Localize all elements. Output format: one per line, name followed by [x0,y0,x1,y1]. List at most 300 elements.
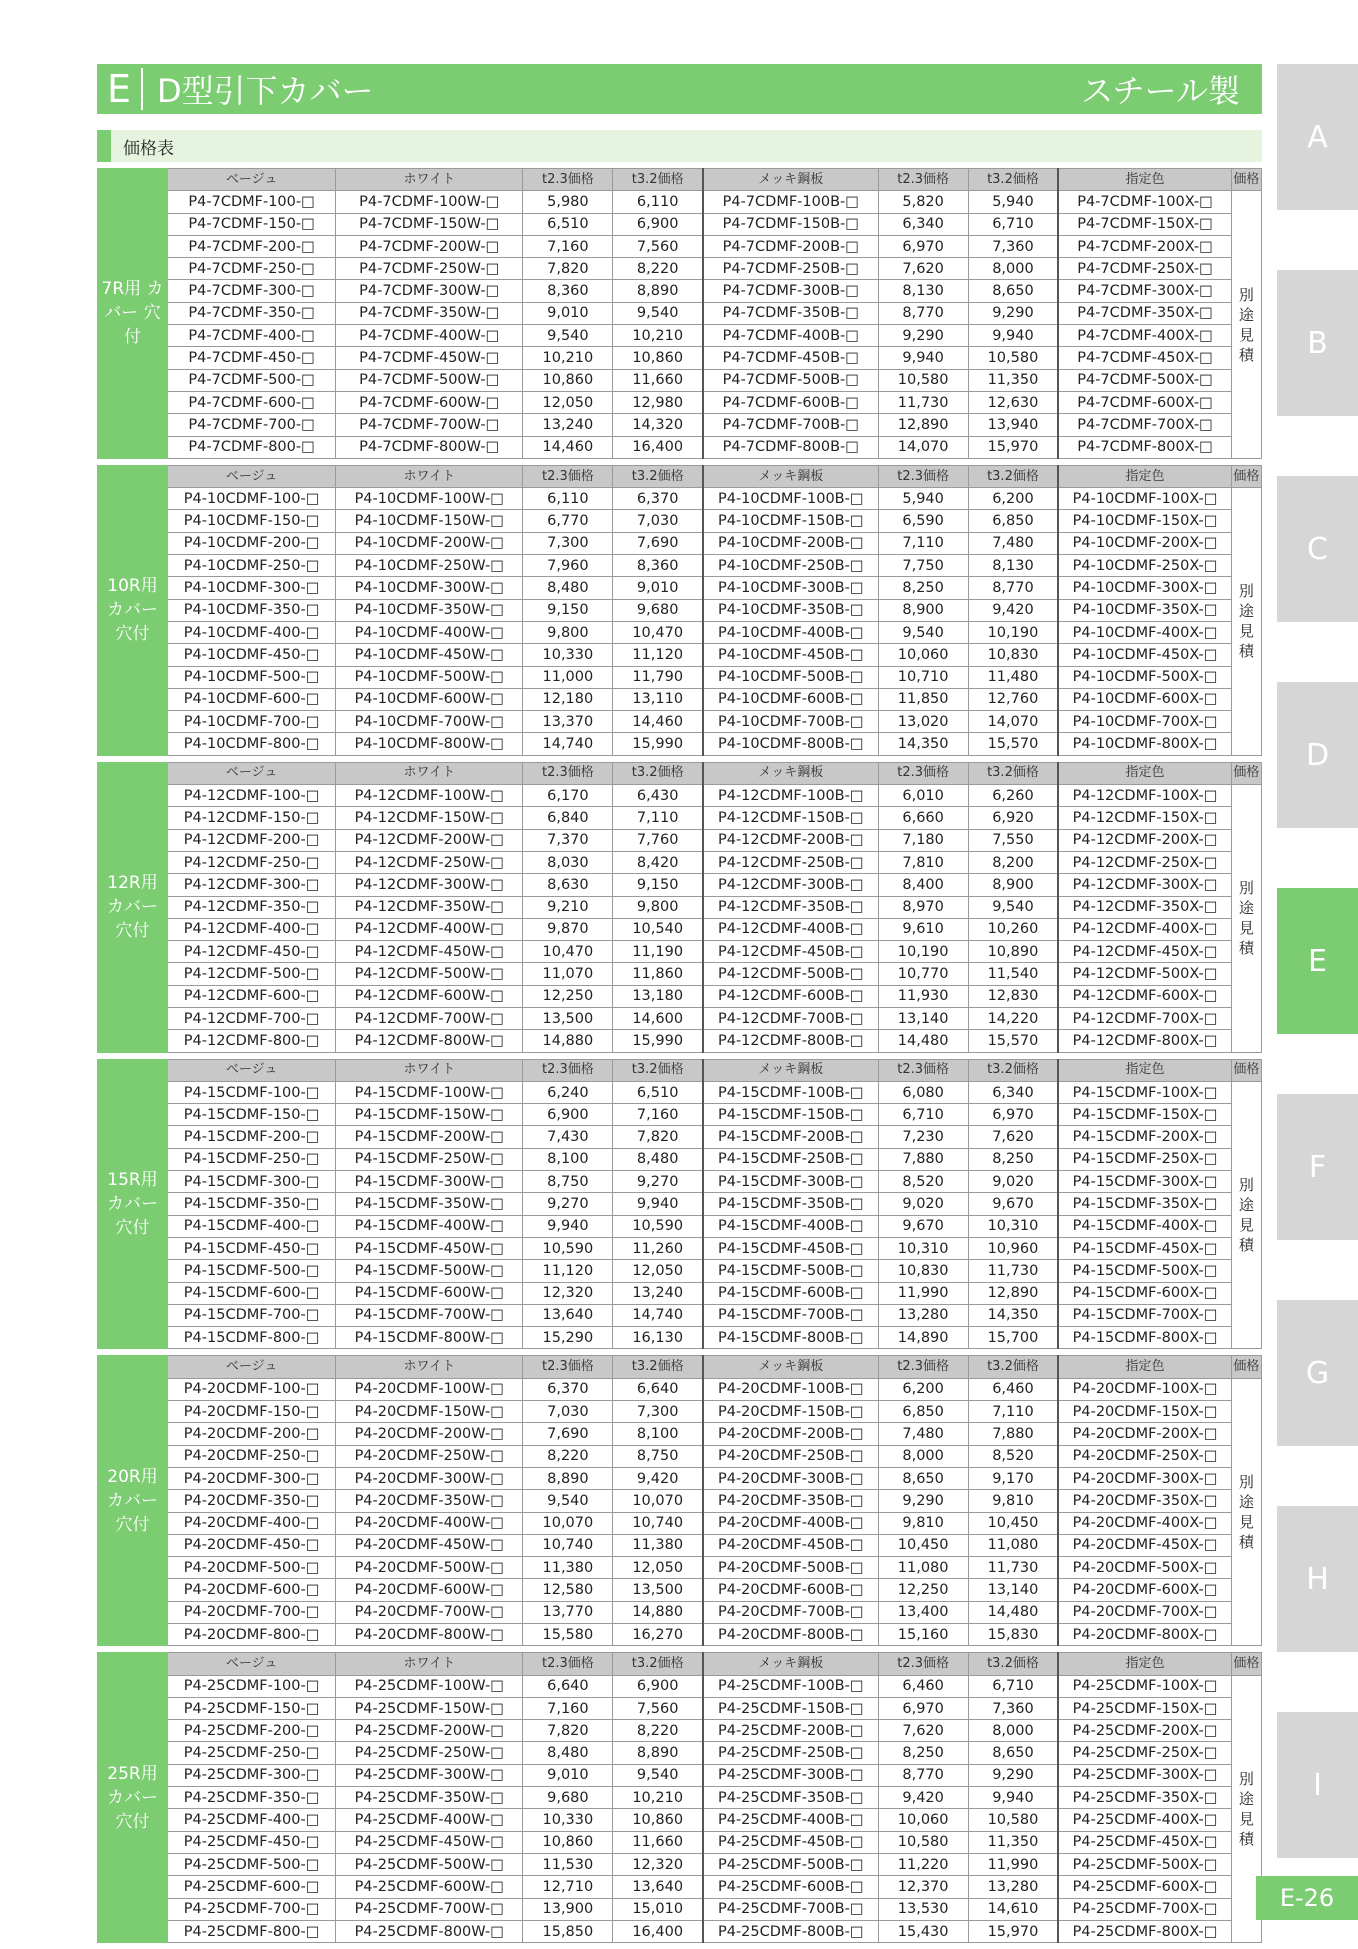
table-cell: P4-25CDMF-500B-□ [703,1853,878,1875]
table-cell: P4-10CDMF-700X-□ [1058,711,1231,733]
table-cell: 9,940 [613,1193,703,1215]
table-cell: P4-20CDMF-500W-□ [336,1557,523,1579]
table-cell: 7,360 [968,235,1058,257]
table-cell: P4-7CDMF-350W-□ [336,302,523,324]
table-cell: P4-7CDMF-200X-□ [1058,235,1231,257]
table-cell: 12,630 [968,391,1058,413]
side-tab-c[interactable]: C [1277,476,1358,622]
table-cell: 8,650 [968,1742,1058,1764]
column-header: メッキ鋼板 [703,1356,878,1378]
table-cell: P4-20CDMF-100-□ [168,1378,336,1400]
table-row [98,1579,1262,1601]
column-header: ベージュ [168,1653,336,1675]
table-cell: 11,930 [878,985,968,1007]
table-cell: P4-10CDMF-100B-□ [703,488,878,510]
table-cell: 9,940 [878,347,968,369]
table-cell: P4-25CDMF-250-□ [168,1742,336,1764]
price-table [97,1059,1262,1350]
column-header: メッキ鋼板 [703,169,878,191]
table-cell: 9,540 [523,325,613,347]
table-cell: 10,210 [613,1787,703,1809]
table-row [98,599,1262,621]
price-note: 別途見積 [1231,488,1261,756]
table-cell: P4-7CDMF-350X-□ [1058,302,1231,324]
table-cell: P4-20CDMF-450W-□ [336,1534,523,1556]
table-cell: 8,520 [968,1445,1058,1467]
table-cell: 7,300 [613,1401,703,1423]
table-cell: P4-7CDMF-800W-□ [336,436,523,458]
table-cell: 11,350 [968,1831,1058,1853]
table-cell: 7,300 [523,532,613,554]
table-row [98,391,1262,413]
table-cell: P4-12CDMF-500X-□ [1058,963,1231,985]
table-cell: 8,420 [613,851,703,873]
table-cell: 9,680 [613,599,703,621]
table-cell: 10,710 [878,666,968,688]
column-header: ホワイト [336,465,523,487]
table-cell: 10,330 [523,1809,613,1831]
table-cell: 7,880 [878,1148,968,1170]
column-header: 指定色 [1058,169,1231,191]
table-cell: P4-15CDMF-300B-□ [703,1171,878,1193]
table-cell: 11,190 [613,941,703,963]
table-cell: 10,310 [878,1237,968,1259]
table-cell: P4-25CDMF-450-□ [168,1831,336,1853]
table-cell: 6,660 [878,807,968,829]
table-row [98,1557,1262,1579]
table-cell: 10,860 [613,347,703,369]
table-cell: P4-20CDMF-100W-□ [336,1378,523,1400]
table-cell: P4-15CDMF-500B-□ [703,1260,878,1282]
table-cell: P4-12CDMF-700-□ [168,1007,336,1029]
table-cell: 9,150 [523,599,613,621]
table-cell: 9,670 [878,1215,968,1237]
table-cell: P4-25CDMF-400B-□ [703,1809,878,1831]
table-cell: 9,680 [523,1787,613,1809]
table-cell: P4-12CDMF-100-□ [168,785,336,807]
column-header: ホワイト [336,1059,523,1081]
section-label: 10R用 カバー 穴付 [98,465,168,755]
table-cell: P4-15CDMF-200W-□ [336,1126,523,1148]
table-cell: P4-15CDMF-150X-□ [1058,1104,1231,1126]
side-tab-f[interactable]: F [1277,1094,1358,1240]
table-cell: 10,580 [968,1809,1058,1831]
table-cell: 10,580 [968,347,1058,369]
table-cell: 6,370 [613,488,703,510]
table-cell: 6,710 [878,1104,968,1126]
side-tab-b[interactable]: B [1277,270,1358,416]
table-cell: 8,220 [613,1720,703,1742]
table-cell: P4-15CDMF-400X-□ [1058,1215,1231,1237]
table-cell: 15,700 [968,1327,1058,1349]
table-cell: P4-25CDMF-400W-□ [336,1809,523,1831]
table-row [98,532,1262,554]
table-cell: P4-7CDMF-500B-□ [703,369,878,391]
table-cell: P4-25CDMF-300B-□ [703,1764,878,1786]
table-cell: P4-7CDMF-700B-□ [703,414,878,436]
table-cell: 11,990 [878,1282,968,1304]
table-cell: P4-7CDMF-500-□ [168,369,336,391]
table-cell: P4-15CDMF-700X-□ [1058,1304,1231,1326]
table-row [98,1282,1262,1304]
table-cell: 15,570 [968,1030,1058,1052]
table-cell: 11,260 [613,1237,703,1259]
table-cell: P4-25CDMF-600X-□ [1058,1876,1231,1898]
table-cell: P4-7CDMF-100X-□ [1058,191,1231,213]
table-cell: P4-7CDMF-300B-□ [703,280,878,302]
table-cell: 8,250 [878,577,968,599]
table-cell: P4-10CDMF-700B-□ [703,711,878,733]
table-cell: P4-25CDMF-350X-□ [1058,1787,1231,1809]
table-cell: 9,810 [878,1512,968,1534]
table-cell: P4-25CDMF-450X-□ [1058,1831,1231,1853]
table-cell: 10,190 [878,941,968,963]
table-cell: 6,840 [523,807,613,829]
table-row [98,1490,1262,1512]
table-cell: P4-20CDMF-300B-□ [703,1467,878,1489]
table-cell: 10,580 [878,1831,968,1853]
table-cell: 15,160 [878,1624,968,1646]
table-cell: 8,770 [968,577,1058,599]
table-cell: P4-20CDMF-400B-□ [703,1512,878,1534]
table-cell: 10,860 [613,1809,703,1831]
column-header: t3.2価格 [968,1653,1058,1675]
table-cell: 14,070 [878,436,968,458]
table-row [98,644,1262,666]
table-cell: P4-15CDMF-250-□ [168,1148,336,1170]
table-cell: 13,530 [878,1898,968,1920]
table-cell: P4-7CDMF-700W-□ [336,414,523,436]
side-tab-e[interactable]: E [1277,888,1358,1034]
table-cell: P4-12CDMF-700B-□ [703,1007,878,1029]
table-cell: P4-7CDMF-100W-□ [336,191,523,213]
table-cell: P4-25CDMF-200B-□ [703,1720,878,1742]
table-cell: 12,580 [523,1579,613,1601]
table-cell: 14,610 [968,1898,1058,1920]
table-row [98,302,1262,324]
table-cell: P4-12CDMF-800-□ [168,1030,336,1052]
price-tables [97,168,1262,1949]
table-cell: 8,030 [523,851,613,873]
table-row [98,1378,1262,1400]
table-cell: P4-25CDMF-350B-□ [703,1787,878,1809]
table-cell: 10,860 [523,369,613,391]
side-tab-i[interactable]: I [1277,1712,1358,1858]
column-header: ベージュ [168,169,336,191]
table-cell: P4-20CDMF-700-□ [168,1601,336,1623]
table-cell: 6,850 [878,1401,968,1423]
column-header: t3.2価格 [968,1356,1058,1378]
table-cell: 10,070 [613,1490,703,1512]
table-row [98,711,1262,733]
column-header: t2.3価格 [523,762,613,784]
table-cell: P4-7CDMF-600W-□ [336,391,523,413]
table-cell: 14,880 [523,1030,613,1052]
column-header: メッキ鋼板 [703,1059,878,1081]
table-cell: P4-12CDMF-800B-□ [703,1030,878,1052]
table-row [98,1809,1262,1831]
table-cell: 8,250 [878,1742,968,1764]
table-cell: 11,660 [613,1831,703,1853]
table-cell: 7,820 [523,258,613,280]
table-cell: P4-25CDMF-300W-□ [336,1764,523,1786]
table-cell: 9,940 [968,1787,1058,1809]
table-cell: P4-12CDMF-400X-□ [1058,918,1231,940]
table-cell: P4-15CDMF-350X-□ [1058,1193,1231,1215]
table-cell: P4-20CDMF-150W-□ [336,1401,523,1423]
table-row [98,1030,1262,1052]
table-cell: 10,210 [523,347,613,369]
table-cell: 7,690 [523,1423,613,1445]
table-cell: P4-7CDMF-400X-□ [1058,325,1231,347]
table-cell: 9,540 [523,1490,613,1512]
price-table-label: 価格表 [123,138,174,159]
table-cell: P4-20CDMF-500B-□ [703,1557,878,1579]
table-cell: 11,730 [968,1260,1058,1282]
table-cell: P4-12CDMF-400W-□ [336,918,523,940]
table-cell: 13,140 [878,1007,968,1029]
table-cell: P4-20CDMF-600B-□ [703,1579,878,1601]
table-cell: 6,970 [968,1104,1058,1126]
table-cell: P4-7CDMF-200W-□ [336,235,523,257]
table-cell: P4-12CDMF-600B-□ [703,985,878,1007]
table-cell: 15,970 [968,1920,1058,1942]
table-cell: 8,890 [523,1467,613,1489]
column-header: メッキ鋼板 [703,762,878,784]
section-letter: E [97,68,143,110]
table-row [98,1007,1262,1029]
table-row [98,1148,1262,1170]
table-cell: P4-10CDMF-100-□ [168,488,336,510]
table-cell: P4-15CDMF-800W-□ [336,1327,523,1349]
table-cell: P4-15CDMF-600-□ [168,1282,336,1304]
table-cell: P4-12CDMF-450X-□ [1058,941,1231,963]
table-cell: 12,890 [878,414,968,436]
price-note: 別途見積 [1231,191,1261,459]
column-header: ベージュ [168,1059,336,1081]
column-header: t2.3価格 [878,1356,968,1378]
table-cell: P4-25CDMF-100-□ [168,1675,336,1697]
table-cell: 11,660 [613,369,703,391]
table-cell: 11,850 [878,688,968,710]
table-cell: P4-7CDMF-350B-□ [703,302,878,324]
table-cell: P4-10CDMF-150-□ [168,510,336,532]
table-cell: 7,620 [968,1126,1058,1148]
table-row [98,1764,1262,1786]
side-tab-g[interactable]: G [1277,1300,1358,1446]
table-cell: P4-12CDMF-300W-□ [336,874,523,896]
table-cell: 9,170 [968,1467,1058,1489]
table-row [98,414,1262,436]
table-cell: P4-15CDMF-700W-□ [336,1304,523,1326]
table-row [98,621,1262,643]
table-cell: 8,220 [613,258,703,280]
table-cell: P4-12CDMF-600-□ [168,985,336,1007]
column-header: 指定色 [1058,762,1231,784]
side-tab-h[interactable]: H [1277,1506,1358,1652]
table-cell: 11,070 [523,963,613,985]
table-cell: P4-15CDMF-600B-□ [703,1282,878,1304]
column-header: 指定色 [1058,1059,1231,1081]
table-cell: 8,650 [968,280,1058,302]
column-header: ホワイト [336,1653,523,1675]
heading-accent-bar [97,130,111,162]
table-cell: 8,480 [523,577,613,599]
table-cell: 14,460 [523,436,613,458]
table-cell: P4-12CDMF-100W-□ [336,785,523,807]
table-cell: P4-12CDMF-250W-□ [336,851,523,873]
table-cell: 11,730 [968,1557,1058,1579]
table-cell: 9,290 [878,325,968,347]
table-cell: 6,510 [613,1081,703,1103]
table-cell: P4-10CDMF-450B-□ [703,644,878,666]
table-cell: P4-10CDMF-400-□ [168,621,336,643]
table-cell: P4-25CDMF-100B-□ [703,1675,878,1697]
table-cell: P4-12CDMF-250X-□ [1058,851,1231,873]
table-cell: P4-25CDMF-700B-□ [703,1898,878,1920]
table-cell: P4-20CDMF-800B-□ [703,1624,878,1646]
table-cell: 15,290 [523,1327,613,1349]
table-cell: P4-25CDMF-400X-□ [1058,1809,1231,1831]
table-row [98,1831,1262,1853]
side-tab-a[interactable]: A [1277,64,1358,210]
table-cell: P4-7CDMF-450X-□ [1058,347,1231,369]
table-cell: 6,640 [523,1675,613,1697]
table-cell: P4-25CDMF-700W-□ [336,1898,523,1920]
table-row [98,1601,1262,1623]
column-header: t3.2価格 [613,762,703,784]
table-cell: 14,480 [968,1601,1058,1623]
table-cell: 6,200 [968,488,1058,510]
table-cell: 5,940 [968,191,1058,213]
table-cell: P4-20CDMF-800W-□ [336,1624,523,1646]
column-header: t3.2価格 [613,1653,703,1675]
table-cell: P4-15CDMF-800B-□ [703,1327,878,1349]
table-cell: P4-25CDMF-300X-□ [1058,1764,1231,1786]
table-row [98,1467,1262,1489]
table-row [98,258,1262,280]
table-cell: P4-25CDMF-800-□ [168,1920,336,1942]
table-cell: P4-25CDMF-700-□ [168,1898,336,1920]
table-cell: 14,350 [968,1304,1058,1326]
table-cell: P4-20CDMF-800X-□ [1058,1624,1231,1646]
table-cell: 8,360 [523,280,613,302]
table-cell: 8,770 [878,1764,968,1786]
table-cell: P4-7CDMF-450B-□ [703,347,878,369]
table-cell: P4-7CDMF-150B-□ [703,213,878,235]
table-cell: P4-12CDMF-450-□ [168,941,336,963]
column-header: t2.3価格 [523,169,613,191]
section-label: 7R用 カバー 穴付 [98,169,168,459]
table-cell: P4-15CDMF-450-□ [168,1237,336,1259]
table-cell: 7,620 [878,1720,968,1742]
table-cell: 11,480 [968,666,1058,688]
table-cell: P4-15CDMF-200X-□ [1058,1126,1231,1148]
table-cell: 9,290 [968,1764,1058,1786]
table-row [98,1697,1262,1719]
table-cell: P4-12CDMF-200X-□ [1058,829,1231,851]
table-cell: P4-10CDMF-500-□ [168,666,336,688]
table-cell: P4-7CDMF-400-□ [168,325,336,347]
column-header: ホワイト [336,169,523,191]
table-cell: 11,220 [878,1853,968,1875]
table-row [98,510,1262,532]
table-cell: P4-7CDMF-100B-□ [703,191,878,213]
table-cell: P4-12CDMF-700X-□ [1058,1007,1231,1029]
table-cell: P4-10CDMF-800-□ [168,733,336,755]
table-cell: P4-25CDMF-450B-□ [703,1831,878,1853]
side-tab-d[interactable]: D [1277,682,1358,828]
table-cell: P4-25CDMF-150-□ [168,1697,336,1719]
table-cell: P4-7CDMF-600X-□ [1058,391,1231,413]
table-cell: P4-10CDMF-300-□ [168,577,336,599]
table-cell: 13,770 [523,1601,613,1623]
table-cell: 7,880 [968,1423,1058,1445]
table-cell: 10,740 [613,1512,703,1534]
table-cell: P4-20CDMF-350X-□ [1058,1490,1231,1512]
table-cell: 7,750 [878,555,968,577]
table-cell: P4-7CDMF-250X-□ [1058,258,1231,280]
table-cell: 13,240 [523,414,613,436]
table-cell: P4-10CDMF-200X-□ [1058,532,1231,554]
column-header: t2.3価格 [523,1653,613,1675]
column-header: t2.3価格 [878,1653,968,1675]
table-cell: 7,160 [523,235,613,257]
table-cell: 10,890 [968,941,1058,963]
table-cell: 13,180 [613,985,703,1007]
table-cell: 6,110 [613,191,703,213]
table-cell: P4-15CDMF-200B-□ [703,1126,878,1148]
table-cell: 6,710 [968,1675,1058,1697]
table-cell: 11,530 [523,1853,613,1875]
table-cell: P4-15CDMF-700B-□ [703,1304,878,1326]
column-header: t3.2価格 [968,465,1058,487]
section-label: 12R用 カバー 穴付 [98,762,168,1052]
table-cell: 10,450 [878,1534,968,1556]
table-cell: 16,400 [613,436,703,458]
table-cell: P4-25CDMF-400-□ [168,1809,336,1831]
table-cell: P4-10CDMF-200-□ [168,532,336,554]
table-cell: P4-20CDMF-200B-□ [703,1423,878,1445]
table-cell: 10,770 [878,963,968,985]
table-cell: P4-15CDMF-400B-□ [703,1215,878,1237]
table-cell: P4-12CDMF-250B-□ [703,851,878,873]
table-cell: P4-20CDMF-400W-□ [336,1512,523,1534]
table-cell: 9,010 [613,577,703,599]
table-cell: P4-12CDMF-400-□ [168,918,336,940]
table-cell: P4-12CDMF-150W-□ [336,807,523,829]
table-cell: P4-25CDMF-300-□ [168,1764,336,1786]
table-cell: 9,290 [968,302,1058,324]
table-cell: P4-12CDMF-350-□ [168,896,336,918]
table-cell: P4-15CDMF-100B-□ [703,1081,878,1103]
table-cell: P4-15CDMF-250B-□ [703,1148,878,1170]
table-cell: 7,480 [968,532,1058,554]
price-table [97,1652,1262,1943]
table-cell: 10,060 [878,1809,968,1831]
table-cell: P4-7CDMF-700-□ [168,414,336,436]
price-note: 別途見積 [1231,1675,1261,1943]
column-header: t3.2価格 [613,1356,703,1378]
price-table [97,1355,1262,1646]
table-cell: 9,540 [878,621,968,643]
table-cell: 8,100 [523,1148,613,1170]
section-label: 15R用 カバー 穴付 [98,1059,168,1349]
table-row [98,369,1262,391]
table-cell: P4-25CDMF-600W-□ [336,1876,523,1898]
table-cell: 15,570 [968,733,1058,755]
table-cell: P4-10CDMF-250X-□ [1058,555,1231,577]
